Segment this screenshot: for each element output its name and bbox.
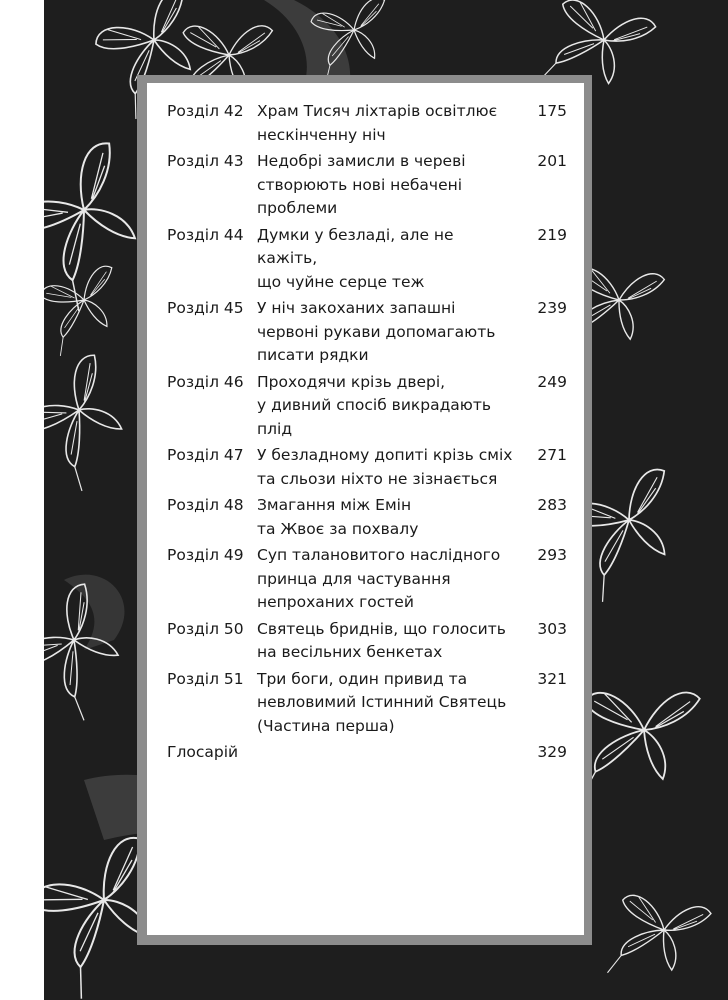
chapter-label: Розділ 46 [167,372,244,391]
toc-entry [167,224,567,295]
chapter-title: Думки у безладі, але не кажіть, що чуйне серце теж [257,225,454,291]
toc-list [167,100,567,767]
chapter-title: У безладному допиті крізь сміх та сльози ніхто не зізнається [257,446,513,488]
chapter-title: Храм Тисяч ліхтарів освітлює нескінченну ніч [257,102,498,144]
chapter-label: Розділ 47 [167,446,244,464]
toc-entry [167,618,567,665]
page-number: 329 [537,743,567,761]
chapter-label: Розділ 51 [167,669,244,688]
chapter-title: Недобрі замисли в череві створюють нові небачені проблеми [257,152,466,217]
chapter-title: Змагання між Емін та Жвоє за похвалу [257,496,419,538]
chapter-label: Розділ 49 [167,546,244,564]
toc-entry [167,741,567,764]
chapter-label: Розділ 43 [167,152,244,170]
chapter-title: Святець бриднів, що голосить на весільних бенкетах [257,619,506,661]
page-number: 249 [537,372,567,391]
butterfly-icon [598,881,712,999]
page-number: 303 [537,619,567,638]
page-number: 321 [537,669,567,688]
page-number: 271 [537,446,567,464]
chapter-title: Суп талановитого наслідного принца для частування непроханих гостей [257,546,501,611]
page-number: 175 [537,102,567,120]
toc-entry [167,371,567,442]
butterfly-icon [44,265,125,357]
chapter-label: Глосарій [167,743,239,761]
page-number: 219 [537,225,567,244]
toc-entry [167,668,567,739]
chapter-title: Проходячи крізь двері, у дивний спосіб викрадають плід [257,372,492,438]
chapter-label: Розділ 45 [167,299,244,317]
toc-entry [167,544,567,615]
chapter-title: Три боги, один привид та невловимий Істинний Святець (Частина перша) [257,669,507,735]
toc-entry [167,297,567,368]
toc-entry [167,100,567,147]
page-number: 239 [537,299,567,317]
page-number: 201 [537,152,567,170]
chapter-label: Розділ 44 [167,225,244,244]
table-of-contents [147,83,584,935]
page-number: 293 [537,546,567,564]
chapter-label: Розділ 50 [167,619,244,638]
toc-entry [167,444,567,491]
toc-entry [167,150,567,221]
page-number: 283 [537,496,567,514]
chapter-label: Розділ 48 [167,496,244,514]
chapter-title: У ніч закоханих запашні червоні рукави допомагають писати рядки [257,299,496,364]
toc-entry [167,494,567,541]
chapter-label: Розділ 42 [167,102,244,120]
